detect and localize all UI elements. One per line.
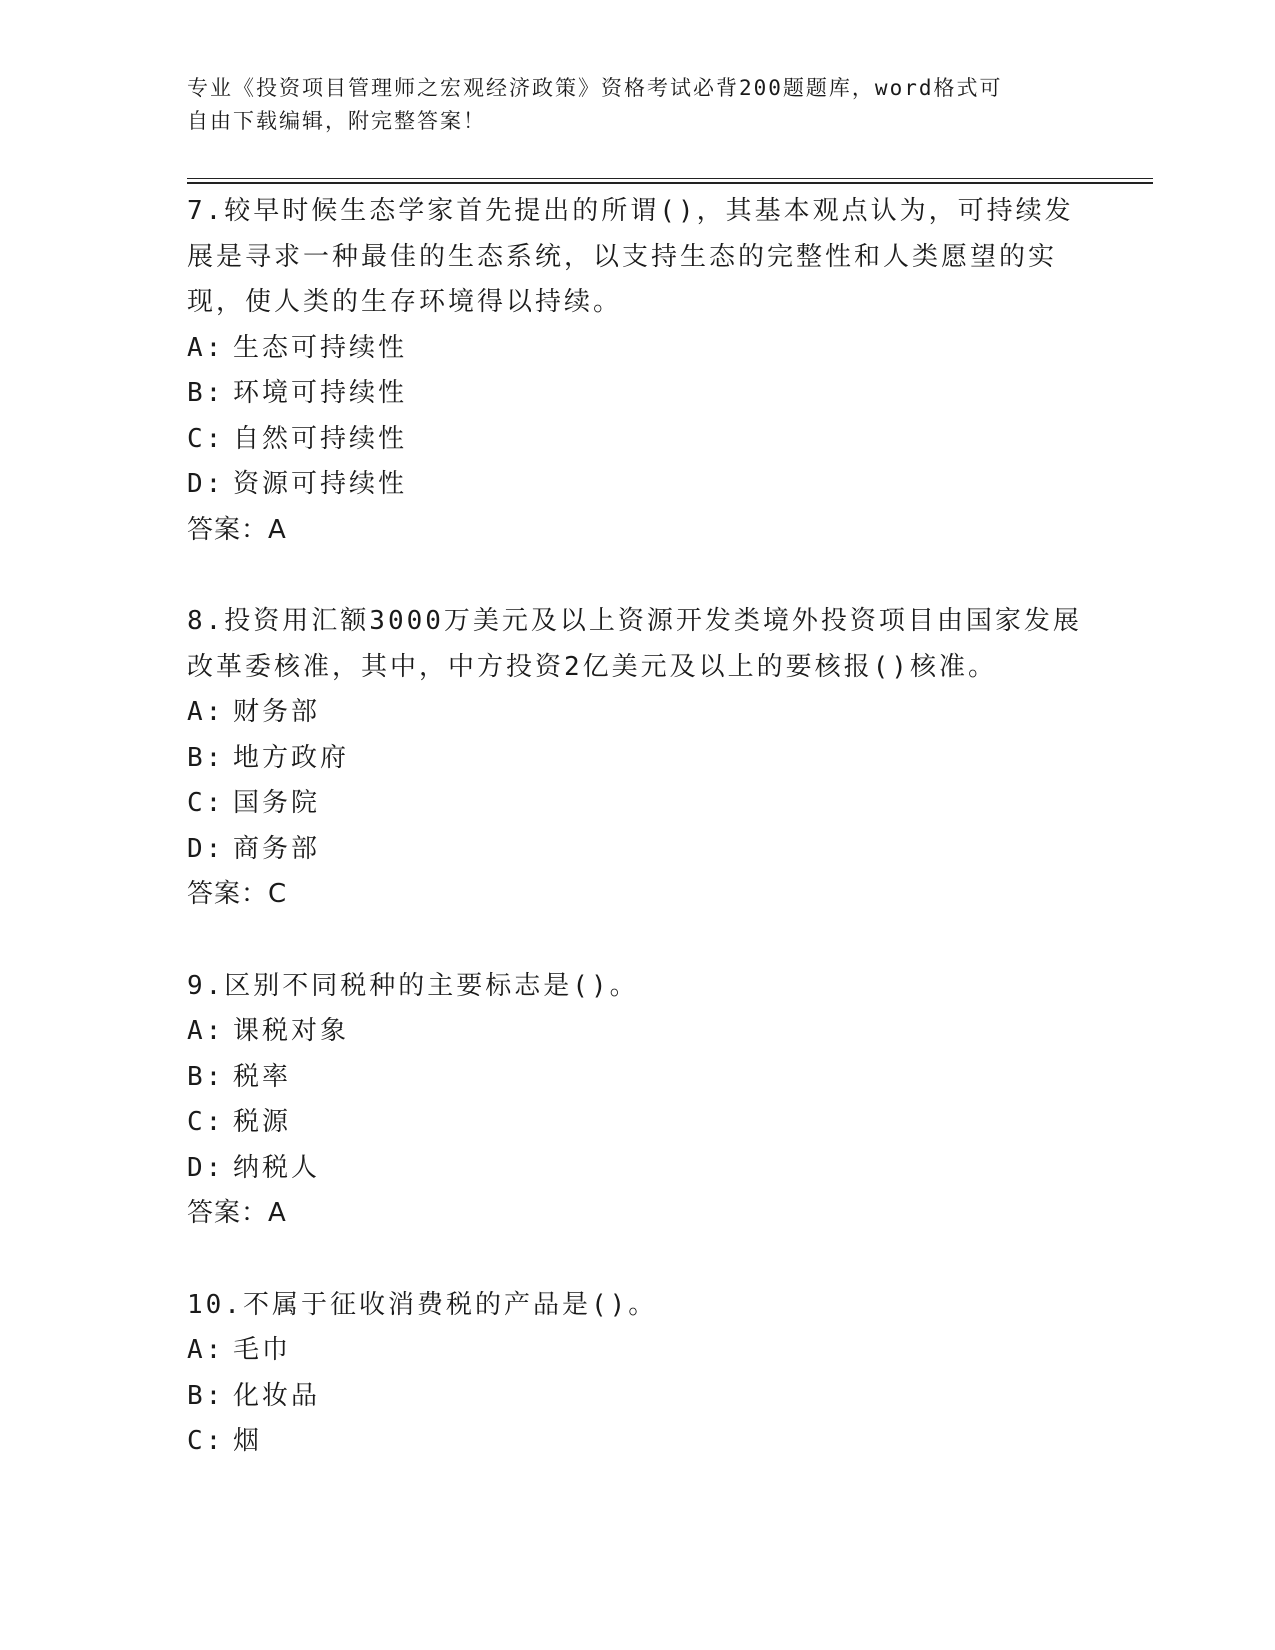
option-text: 税率	[233, 1061, 292, 1092]
question-stem: 8.投资用汇额3000万美元及以上资源开发类境外投资项目由国家发展改革委核准，其中，中方投资2亿美元及以上的要核报()核准。	[187, 606, 1082, 682]
option-a	[187, 326, 1087, 372]
option-text: 财务部	[233, 697, 321, 727]
option-text: 自然可持续性	[233, 423, 408, 454]
document-header	[187, 72, 1067, 138]
header-divider-thin	[187, 178, 1153, 179]
answer-line: 答案：A	[187, 514, 287, 545]
header-line-2: 自由下载编辑，附完整答案！	[187, 109, 486, 133]
option-key: B:	[187, 1061, 225, 1092]
option-text: 毛巾	[233, 1335, 292, 1365]
option-b	[187, 371, 1087, 417]
option-key: A:	[187, 1335, 225, 1365]
option-key: D:	[187, 469, 225, 499]
option-key: B:	[187, 1380, 225, 1411]
option-d	[187, 1146, 1087, 1192]
option-key: B:	[187, 742, 225, 773]
option-key: D:	[187, 1152, 225, 1183]
option-text: 地方政府	[233, 742, 350, 773]
option-key: C:	[187, 423, 225, 454]
answer-line: 答案：A	[187, 1198, 287, 1228]
option-text: 烟	[233, 1426, 263, 1456]
option-c	[187, 417, 1087, 463]
option-a	[187, 1009, 1087, 1055]
option-text: 资源可持续性	[233, 469, 408, 499]
option-a	[187, 1328, 1087, 1374]
question-10	[187, 1283, 1087, 1465]
option-c	[187, 1100, 1087, 1146]
option-c	[187, 1419, 1087, 1465]
option-b	[187, 736, 1087, 782]
option-key: B:	[187, 378, 225, 408]
option-c	[187, 781, 1087, 827]
question-stem: 10.不属于征收消费税的产品是()。	[187, 1289, 658, 1320]
option-key: C:	[187, 1426, 225, 1456]
question-8	[187, 599, 1087, 918]
option-d	[187, 462, 1087, 508]
question-stem: 7.较早时候生态学家首先提出的所谓()，其基本观点认为，可持续发展是寻求一种最佳的生态系统，以支持生态的完整性和人类愿望的实现，使人类的生存环境得以持续。	[187, 196, 1074, 317]
option-text: 纳税人	[233, 1152, 321, 1183]
option-key: A:	[187, 697, 225, 727]
option-key: A:	[187, 332, 225, 363]
option-text: 商务部	[233, 833, 321, 864]
option-text: 课税对象	[233, 1016, 350, 1046]
option-text: 国务院	[233, 788, 321, 818]
question-7	[187, 189, 1087, 553]
question-9	[187, 964, 1087, 1237]
option-key: C:	[187, 788, 225, 818]
question-list	[187, 189, 1087, 1511]
option-text: 税源	[233, 1107, 292, 1137]
option-text: 生态可持续性	[233, 332, 408, 363]
option-key: C:	[187, 1107, 225, 1137]
question-stem: 9.区别不同税种的主要标志是()。	[187, 970, 639, 1001]
option-text: 化妆品	[233, 1380, 321, 1411]
header-line-1: 专业《投资项目管理师之宏观经济政策》资格考试必背200题题库，word格式可	[187, 76, 1003, 100]
option-key: A:	[187, 1016, 225, 1046]
header-divider-thick	[187, 182, 1153, 184]
option-key: D:	[187, 833, 225, 864]
option-a	[187, 690, 1087, 736]
answer-line: 答案：C	[187, 879, 288, 909]
option-b	[187, 1374, 1087, 1420]
option-text: 环境可持续性	[233, 378, 408, 408]
option-b	[187, 1055, 1087, 1101]
option-d	[187, 827, 1087, 873]
